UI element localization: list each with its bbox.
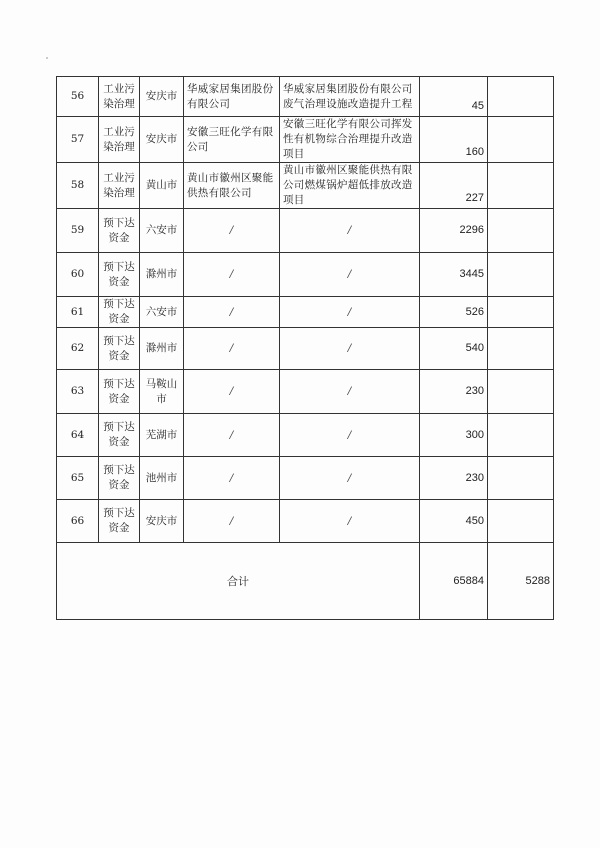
row-number: 60 (57, 253, 99, 297)
row-amount: 540 (420, 328, 488, 370)
row-number: 57 (57, 117, 99, 163)
table-row (57, 297, 554, 328)
table-row (57, 370, 554, 414)
row-extra-cell (488, 500, 554, 543)
row-project: / (280, 209, 420, 253)
row-amount: 160 (420, 117, 488, 163)
total-last-column: 5288 (488, 543, 554, 620)
row-amount: 3445 (420, 253, 488, 297)
scan-speck (46, 57, 48, 59)
row-city: 芜湖市 (140, 414, 184, 457)
row-project: / (280, 370, 420, 414)
row-extra-cell (488, 297, 554, 328)
row-extra-cell (488, 328, 554, 370)
row-project: / (280, 253, 420, 297)
row-number: 63 (57, 370, 99, 414)
row-amount: 45 (420, 77, 488, 117)
row-category: 预下达资金 (99, 209, 140, 253)
row-amount: 227 (420, 163, 488, 209)
row-extra-cell (488, 370, 554, 414)
row-number: 64 (57, 414, 99, 457)
row-extra-cell (488, 77, 554, 117)
table-row (57, 253, 554, 297)
row-amount: 300 (420, 414, 488, 457)
row-enterprise: / (184, 370, 280, 414)
row-enterprise: 安徽三旺化学有限公司 (184, 117, 280, 163)
row-project: / (280, 457, 420, 500)
row-city: 六安市 (140, 209, 184, 253)
row-category: 预下达资金 (99, 370, 140, 414)
fund-allocation-table (56, 76, 554, 620)
table-row (57, 209, 554, 253)
table-row (57, 500, 554, 543)
row-number: 62 (57, 328, 99, 370)
table-row (57, 457, 554, 500)
row-extra-cell (488, 457, 554, 500)
row-amount: 230 (420, 457, 488, 500)
row-city: 安庆市 (140, 77, 184, 117)
row-amount: 526 (420, 297, 488, 328)
row-city: 滁州市 (140, 253, 184, 297)
row-extra-cell (488, 209, 554, 253)
row-number: 58 (57, 163, 99, 209)
row-extra-cell (488, 253, 554, 297)
row-city: 安庆市 (140, 500, 184, 543)
row-city: 安庆市 (140, 117, 184, 163)
table-row (57, 414, 554, 457)
row-category: 预下达资金 (99, 253, 140, 297)
total-label: 合计 (57, 543, 420, 620)
table-row (57, 77, 554, 117)
row-amount: 2296 (420, 209, 488, 253)
row-category: 工业污染治理 (99, 163, 140, 209)
total-amount: 65884 (420, 543, 488, 620)
row-number: 65 (57, 457, 99, 500)
row-number: 61 (57, 297, 99, 328)
row-category: 预下达资金 (99, 297, 140, 328)
table-row (57, 328, 554, 370)
row-city: 滁州市 (140, 328, 184, 370)
row-enterprise: / (184, 297, 280, 328)
row-project: / (280, 500, 420, 543)
row-enterprise: / (184, 500, 280, 543)
row-project: / (280, 328, 420, 370)
row-enterprise: / (184, 414, 280, 457)
row-city: 马鞍山市 (140, 370, 184, 414)
row-number: 56 (57, 77, 99, 117)
row-category: 预下达资金 (99, 457, 140, 500)
row-city: 六安市 (140, 297, 184, 328)
row-category: 预下达资金 (99, 414, 140, 457)
row-enterprise: / (184, 328, 280, 370)
row-extra-cell (488, 414, 554, 457)
row-city: 黄山市 (140, 163, 184, 209)
row-enterprise: / (184, 209, 280, 253)
table-row (57, 117, 554, 163)
row-category: 预下达资金 (99, 500, 140, 543)
row-category: 工业污染治理 (99, 117, 140, 163)
row-enterprise: / (184, 457, 280, 500)
row-amount: 230 (420, 370, 488, 414)
total-row (57, 543, 554, 620)
row-number: 66 (57, 500, 99, 543)
row-enterprise: 黄山市徽州区聚能供热有限公司 (184, 163, 280, 209)
row-number: 59 (57, 209, 99, 253)
row-category: 预下达资金 (99, 328, 140, 370)
row-project: / (280, 297, 420, 328)
row-extra-cell (488, 117, 554, 163)
row-project: 安徽三旺化学有限公司挥发性有机物综合治理提升改造项目 (280, 117, 420, 163)
row-enterprise: 华威家居集团股份有限公司 (184, 77, 280, 117)
row-project: 华威家居集团股份有限公司废气治理设施改造提升工程 (280, 77, 420, 117)
row-enterprise: / (184, 253, 280, 297)
row-amount: 450 (420, 500, 488, 543)
row-extra-cell (488, 163, 554, 209)
row-category: 工业污染治理 (99, 77, 140, 117)
table-row (57, 163, 554, 209)
row-project: / (280, 414, 420, 457)
row-project: 黄山市徽州区聚能供热有限公司燃煤锅炉超低排放改造项目 (280, 163, 420, 209)
row-city: 池州市 (140, 457, 184, 500)
